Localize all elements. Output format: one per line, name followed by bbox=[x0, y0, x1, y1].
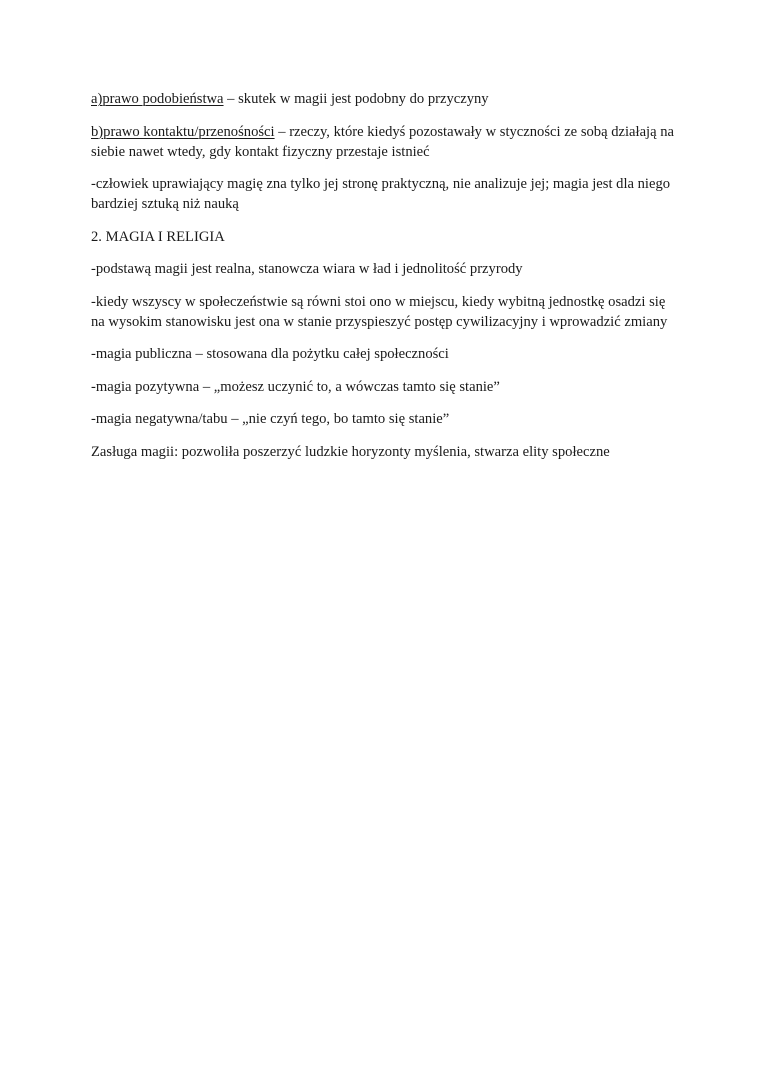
term-law-of-similarity: a)prawo podobieństwa bbox=[91, 91, 224, 107]
list-item-negative-magic: -magia negatywna/tabu – „nie czyń tego, bo tamto się stanie” bbox=[91, 411, 450, 427]
list-item-public-magic: -magia publiczna – stosowana dla pożytku całej społeczności bbox=[91, 346, 449, 362]
list-item-society-equality: -kiedy wszyscy w społeczeństwie są równi stoi ono w miejscu, kiedy wybitną jednostkę osadzi się na wysokim stanowisku jest ona w stanie przyspieszyć postęp cywilizacyjny i wprowadzić zmiany bbox=[91, 293, 668, 330]
section-heading: 2. MAGIA I RELIGIA bbox=[91, 228, 225, 245]
document-body bbox=[91, 89, 681, 474]
list-item-merit-of-magic: Zasługa magii: pozwoliła poszerzyć ludzkie horyzonty myślenia, stwarza elity społeczne bbox=[91, 443, 610, 460]
definition-law-of-contact: – rzeczy, które kiedyś pozostawały w styczności ze sobą działają na siebie nawet wtedy, gdy kontakt fizyczny przestaje istnieć bbox=[91, 123, 675, 160]
definition-law-of-similarity: – skutek w magii jest podobny do przyczyny bbox=[223, 91, 489, 107]
paragraph-law-of-similarity bbox=[91, 89, 681, 109]
paragraph-law-of-contact bbox=[91, 122, 681, 162]
list-item-positive-magic: -magia pozytywna – „możesz uczynić to, a wówczas tamto się stanie” bbox=[91, 378, 500, 395]
paragraph-text: -człowiek uprawiający magię zna tylko jej stronę praktyczną, nie analizuje jej; magia jest dla niego bardziej sztuką niż nauką bbox=[91, 176, 671, 212]
term-law-of-contact: b)prawo kontaktu/przenośności bbox=[91, 123, 275, 140]
paragraph-magician-practice bbox=[91, 174, 681, 214]
list-item-basis-of-magic: -podstawą magii jest realna, stanowcza wiara w ład i jednolitość przyrody bbox=[91, 261, 523, 277]
